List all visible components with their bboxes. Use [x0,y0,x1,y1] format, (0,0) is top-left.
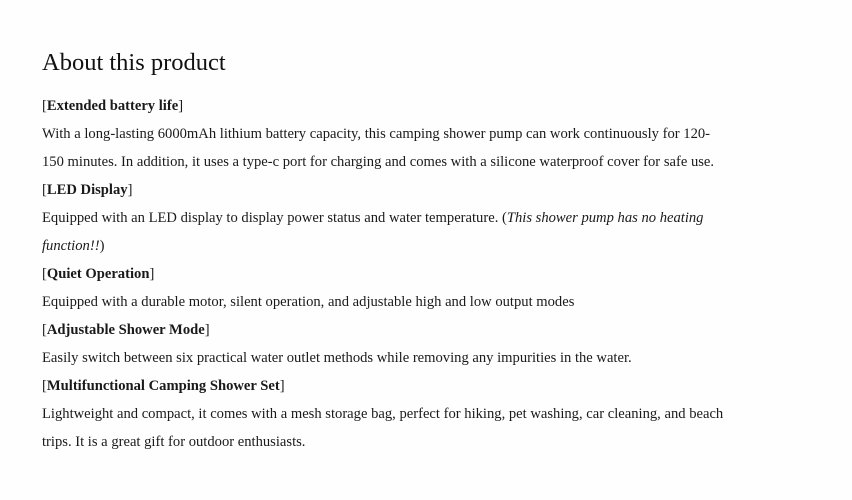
body-text-end: ) [99,238,105,254]
bracket-close: ] [127,182,133,198]
heating-note-italic-cont: function!! [42,238,100,254]
section-body-shower-mode: Easily switch between six practical water outlet methods while removing any impurities in the water. [42,350,632,366]
section-title-text: Adjustable Shower Mode [46,322,205,338]
section-title-led-display [42,176,794,204]
bracket-close: ] [204,322,210,338]
product-description [42,92,794,456]
section-body-battery [42,120,794,176]
body-line: Lightweight and compact, it comes with a mesh storage bag, perfect for hiking, pet washing, car cleaning, and beach [42,406,724,422]
bracket-close: ] [178,98,184,114]
section-title-text: Quiet Operation [46,266,150,282]
section-body-led-display [42,204,794,260]
bracket-open: [ [42,378,47,394]
body-text: Equipped with an LED display to display power status and water temperature. ( [42,210,507,226]
section-title-shower-mode [42,316,794,344]
body-line: 150 minutes. In addition, it uses a type-c port for charging and comes with a silicone waterproof cover for safe use. [42,154,715,170]
page-title: About this product [42,49,226,76]
body-line: trips. It is a great gift for outdoor enthusiasts. [42,434,306,450]
section-title-text: Multifunctional Camping Shower Set [46,378,280,394]
section-body-camping-set [42,400,794,456]
section-title-text: Extended battery life [46,98,179,114]
section-body-quiet-operation: Equipped with a durable motor, silent operation, and adjustable high and low output modes [42,294,575,310]
bracket-open: [ [42,322,47,338]
bracket-open: [ [42,182,47,198]
bracket-open: [ [42,266,47,282]
section-title-camping-set [42,372,794,400]
section-title-battery [42,92,794,120]
section-title-quiet-operation [42,260,794,288]
bracket-close: ] [279,378,285,394]
body-line: With a long-lasting 6000mAh lithium battery capacity, this camping shower pump can work continuously for 120- [42,126,711,142]
heating-note-italic: This shower pump has no heating [506,210,704,226]
bracket-open: [ [42,98,47,114]
bracket-close: ] [149,266,155,282]
section-title-text: LED Display [46,182,128,198]
